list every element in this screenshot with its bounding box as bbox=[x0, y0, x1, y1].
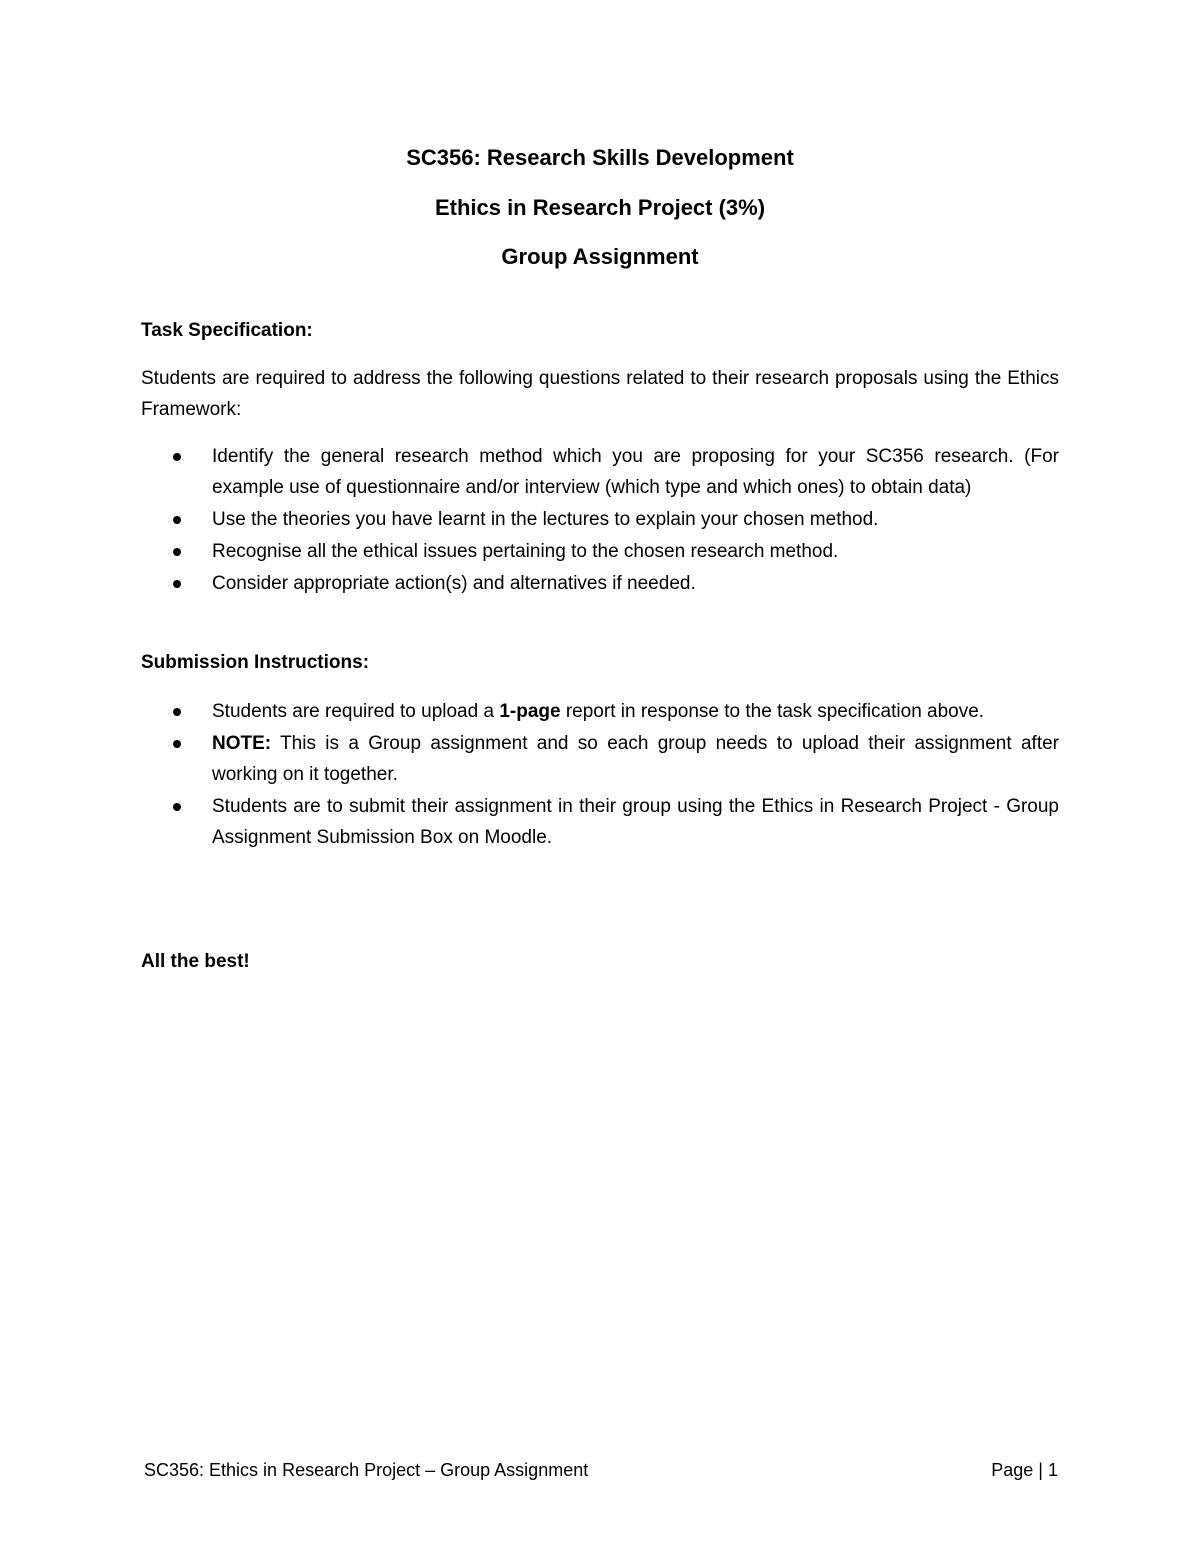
page-number: Page | 1 bbox=[991, 1460, 1058, 1480]
closing-text: All the best! bbox=[141, 951, 250, 972]
list-item: NOTE: This is a Group assignment and so each group needs to upload their assignment after working on it together. bbox=[141, 728, 1059, 790]
submission-list bbox=[141, 696, 1059, 854]
list-item: Use the theories you have learnt in the lectures to explain your chosen method. bbox=[141, 504, 1059, 535]
task-heading: Task Specification: bbox=[141, 320, 313, 341]
list-item: Identify the general research method which you are proposing for your SC356 research. (For example use of questionnaire and/or interview (which type and which ones) to obtain data) bbox=[141, 441, 1059, 503]
task-list bbox=[141, 441, 1059, 600]
list-item: Consider appropriate action(s) and alternatives if needed. bbox=[141, 568, 1059, 599]
assignment-type: Group Assignment bbox=[501, 244, 699, 269]
bullet-icon bbox=[173, 803, 181, 811]
bullet-icon bbox=[173, 516, 181, 524]
project-title: Ethics in Research Project (3%) bbox=[434, 195, 766, 220]
course-title: SC356: Research Skills Development bbox=[406, 145, 794, 170]
submission-heading: Submission Instructions: bbox=[141, 652, 370, 673]
bullet-icon bbox=[173, 740, 181, 748]
bullet-icon bbox=[173, 708, 181, 716]
bullet-icon bbox=[173, 548, 181, 556]
list-item: Students are required to upload a 1-page report in response to the task specification above. bbox=[141, 696, 1059, 727]
bullet-icon bbox=[173, 580, 181, 588]
bullet-icon bbox=[173, 453, 181, 461]
task-intro: Students are required to address the following questions related to their research proposals using the Ethics Framework: bbox=[141, 368, 1059, 420]
footer-left: SC356: Ethics in Research Project – Group Assignment bbox=[144, 1460, 589, 1480]
list-item: Recognise all the ethical issues pertaining to the chosen research method. bbox=[141, 536, 1059, 567]
list-item: Students are to submit their assignment in their group using the Ethics in Research Project - Group Assignment Submission Box on Moodle. bbox=[141, 791, 1059, 853]
